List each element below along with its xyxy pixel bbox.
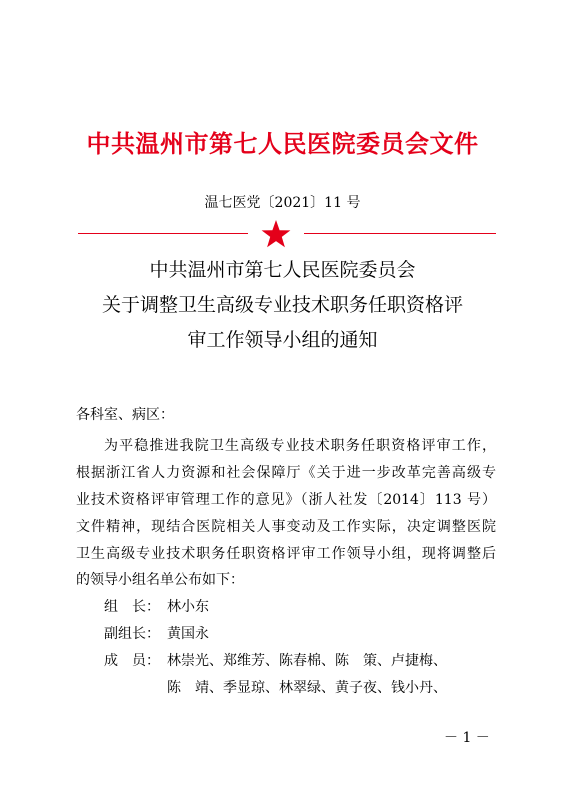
star-shape — [262, 220, 291, 247]
leader-name: 林小东 — [167, 599, 209, 615]
deputy-label: 副组长： — [104, 626, 160, 642]
notice-title-line-3: 审工作领导小组的通知 — [187, 329, 378, 351]
paragraph-line-4: 文件精神，现结合医院相关人事变动及工作实际，决定调整医院 — [76, 519, 496, 535]
red-star-icon — [259, 218, 293, 250]
paragraph-line-3: 业技术资格评审管理工作的意见》（浙人社发〔2014〕113 号） — [76, 492, 496, 508]
deputy-name: 黄国永 — [167, 626, 209, 642]
notice-title-line-2: 关于调整卫生高级专业技术职务任职资格评 — [101, 294, 463, 316]
header-rule-right — [304, 233, 496, 234]
page-number: － 1 － — [444, 730, 490, 746]
header-rule-left — [78, 233, 248, 234]
document-number: 温七医党〔2021〕11 号 — [204, 195, 361, 211]
paragraph-line-1: 为平稳推进我院卫生高级专业技术职务任职资格评审工作， — [104, 438, 496, 454]
notice-title-line-1: 中共温州市第七人民医院委员会 — [149, 259, 416, 281]
leader-label: 组 长： — [104, 599, 160, 615]
paragraph-line-6: 的领导小组名单公布如下： — [76, 572, 244, 588]
paragraph-line-2: 根据浙江省人力资源和社会保障厅《关于进一步改革完善高级专 — [76, 465, 496, 481]
members-line-2: 陈 靖、季显琼、林翠绿、黄子夜、钱小丹、 — [167, 680, 447, 696]
addressee: 各科室、病区： — [76, 407, 174, 423]
members-label: 成 员： — [104, 653, 160, 669]
paragraph-line-5: 卫生高级专业技术职务任职资格评审工作领导小组，现将调整后 — [76, 546, 496, 562]
members-line-1: 林崇光、郑维芳、陈春棉、陈 策、卢捷梅、 — [167, 653, 447, 669]
red-header-title: 中共温州市第七人民医院委员会文件 — [86, 130, 479, 158]
